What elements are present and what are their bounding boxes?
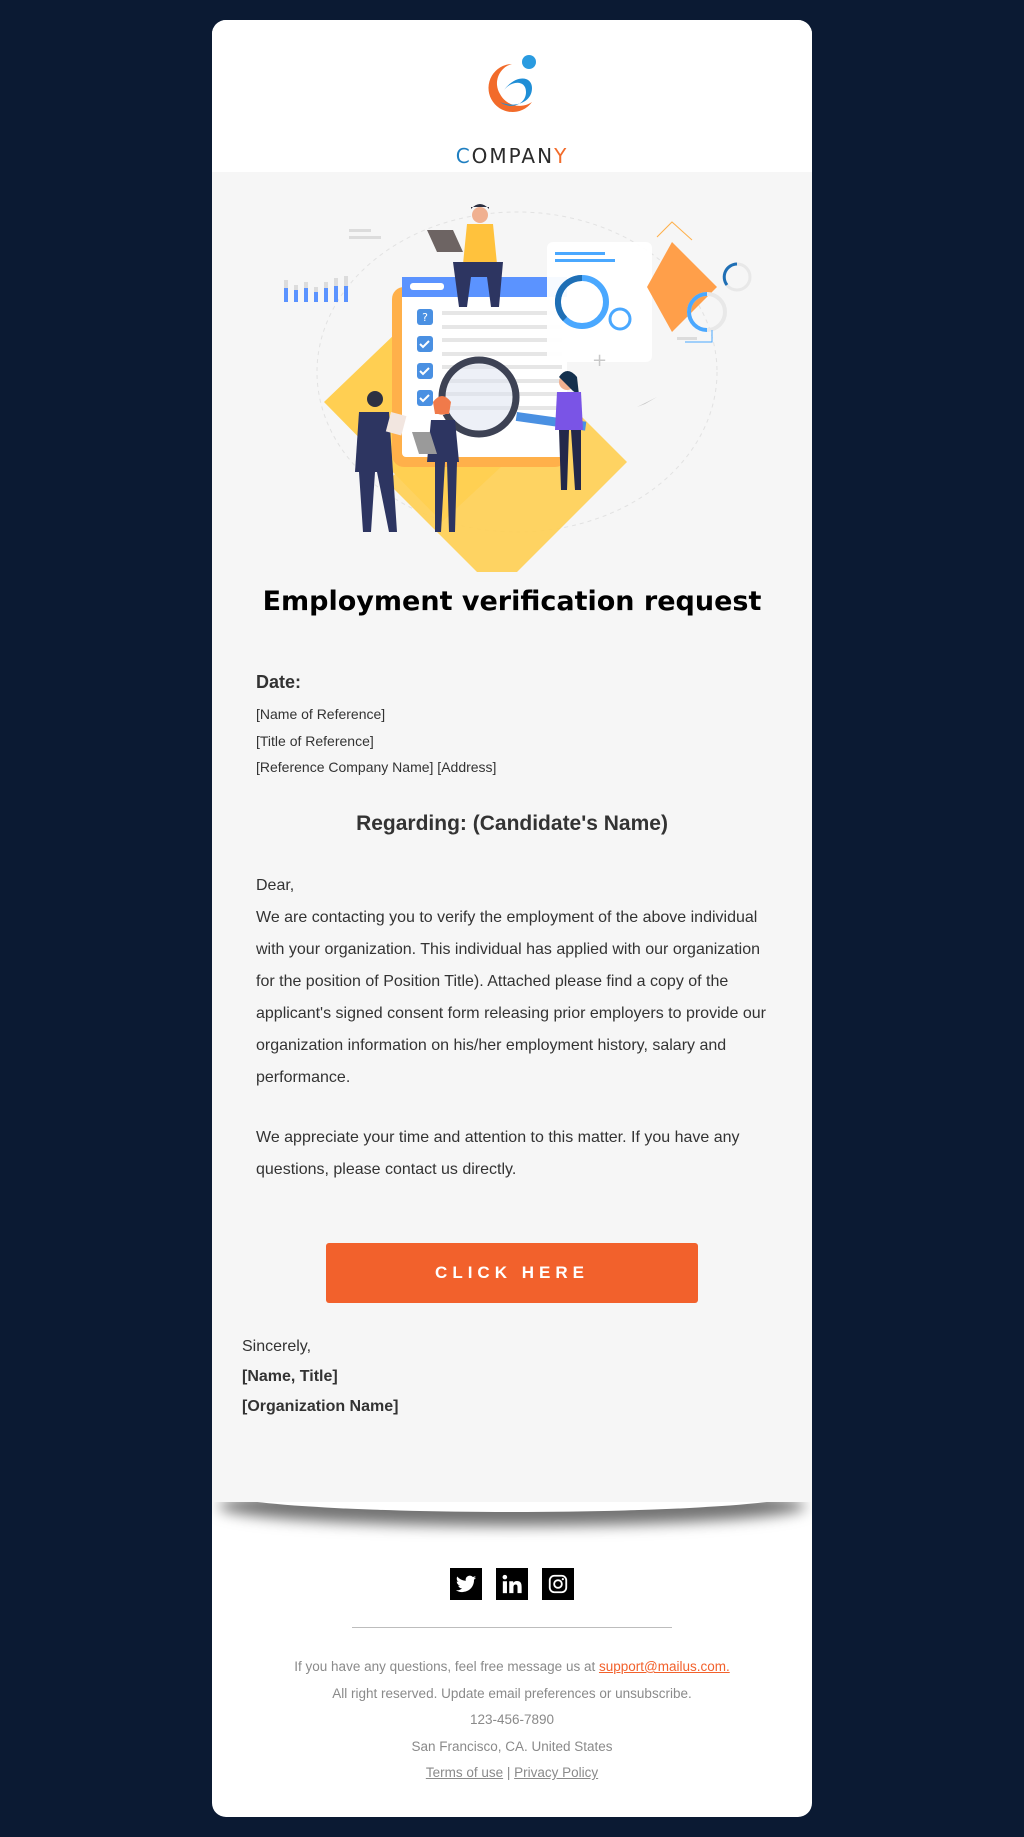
signature-block xyxy=(242,1332,398,1422)
paragraph-2: We appreciate your time and attention to this matter. If you have any questions, please contact us directly. xyxy=(256,1129,740,1178)
logo-wordmark: COMPANY xyxy=(455,144,569,168)
address-block xyxy=(256,672,756,781)
greeting: Dear, xyxy=(256,877,295,894)
footer-divider xyxy=(352,1627,672,1628)
rights-line: All right reserved. Update email preferences or unsubscribe. xyxy=(332,1685,692,1701)
footer-text xyxy=(212,1654,812,1787)
date-label: Date: xyxy=(256,672,302,692)
legal-links xyxy=(212,1760,812,1787)
bar-chart-icon xyxy=(284,276,348,302)
paragraph-1: We are contacting you to verify the employment of the above individual with your organization. This individual has applied with our organization for the position of Position Title). Attached please find a copy of the applicant's signed consent form releasing prior employers to provide our organization information on his/her employment history, salary and performance. xyxy=(256,909,766,1086)
twitter-link[interactable] xyxy=(450,1568,482,1600)
hero-illustration xyxy=(267,192,757,572)
reference-company-address: [Reference Company Name] [Address] xyxy=(256,759,497,775)
email-footer xyxy=(212,1502,812,1817)
regarding-heading: Regarding: (Candidate's Name) xyxy=(356,812,668,835)
linkedin-icon xyxy=(501,1573,523,1595)
page-title: Employment verification request xyxy=(262,586,762,617)
link-separator: | xyxy=(503,1765,515,1780)
twitter-icon xyxy=(455,1573,477,1595)
email-body xyxy=(212,172,812,1502)
svg-text:+: + xyxy=(592,350,608,371)
closing: Sincerely, xyxy=(242,1338,312,1355)
support-email-link[interactable]: support@mailus.com. xyxy=(598,1659,730,1674)
reference-title: [Title of Reference] xyxy=(256,732,374,749)
company-logo[interactable] xyxy=(452,50,572,170)
contact-line xyxy=(212,1654,812,1681)
terms-of-use-link[interactable]: Terms of use xyxy=(425,1765,504,1780)
reference-name: [Name of Reference] xyxy=(256,706,386,722)
signer-name-title: [Name, Title] xyxy=(242,1368,338,1385)
linkedin-link[interactable] xyxy=(496,1568,528,1600)
svg-text:?: ? xyxy=(422,311,428,324)
curved-shadow-divider xyxy=(212,1502,812,1542)
instagram-link[interactable] xyxy=(542,1568,574,1600)
privacy-policy-link[interactable]: Privacy Policy xyxy=(514,1765,599,1780)
email-header xyxy=(212,20,812,172)
location: San Francisco, CA. United States xyxy=(411,1738,613,1754)
click-here-button[interactable]: CLICK HERE xyxy=(326,1243,698,1303)
letter-greeting-and-paragraph xyxy=(256,870,776,1094)
phone-number: 123-456-7890 xyxy=(469,1712,555,1727)
logo-mark-icon xyxy=(482,50,542,115)
signer-organization: [Organization Name] xyxy=(242,1398,399,1415)
instagram-icon xyxy=(547,1573,569,1595)
email-card xyxy=(212,20,812,1817)
social-links xyxy=(212,1568,812,1600)
contact-prefix: If you have any questions, feel free message us at xyxy=(294,1659,599,1674)
letter-body xyxy=(256,870,776,1186)
